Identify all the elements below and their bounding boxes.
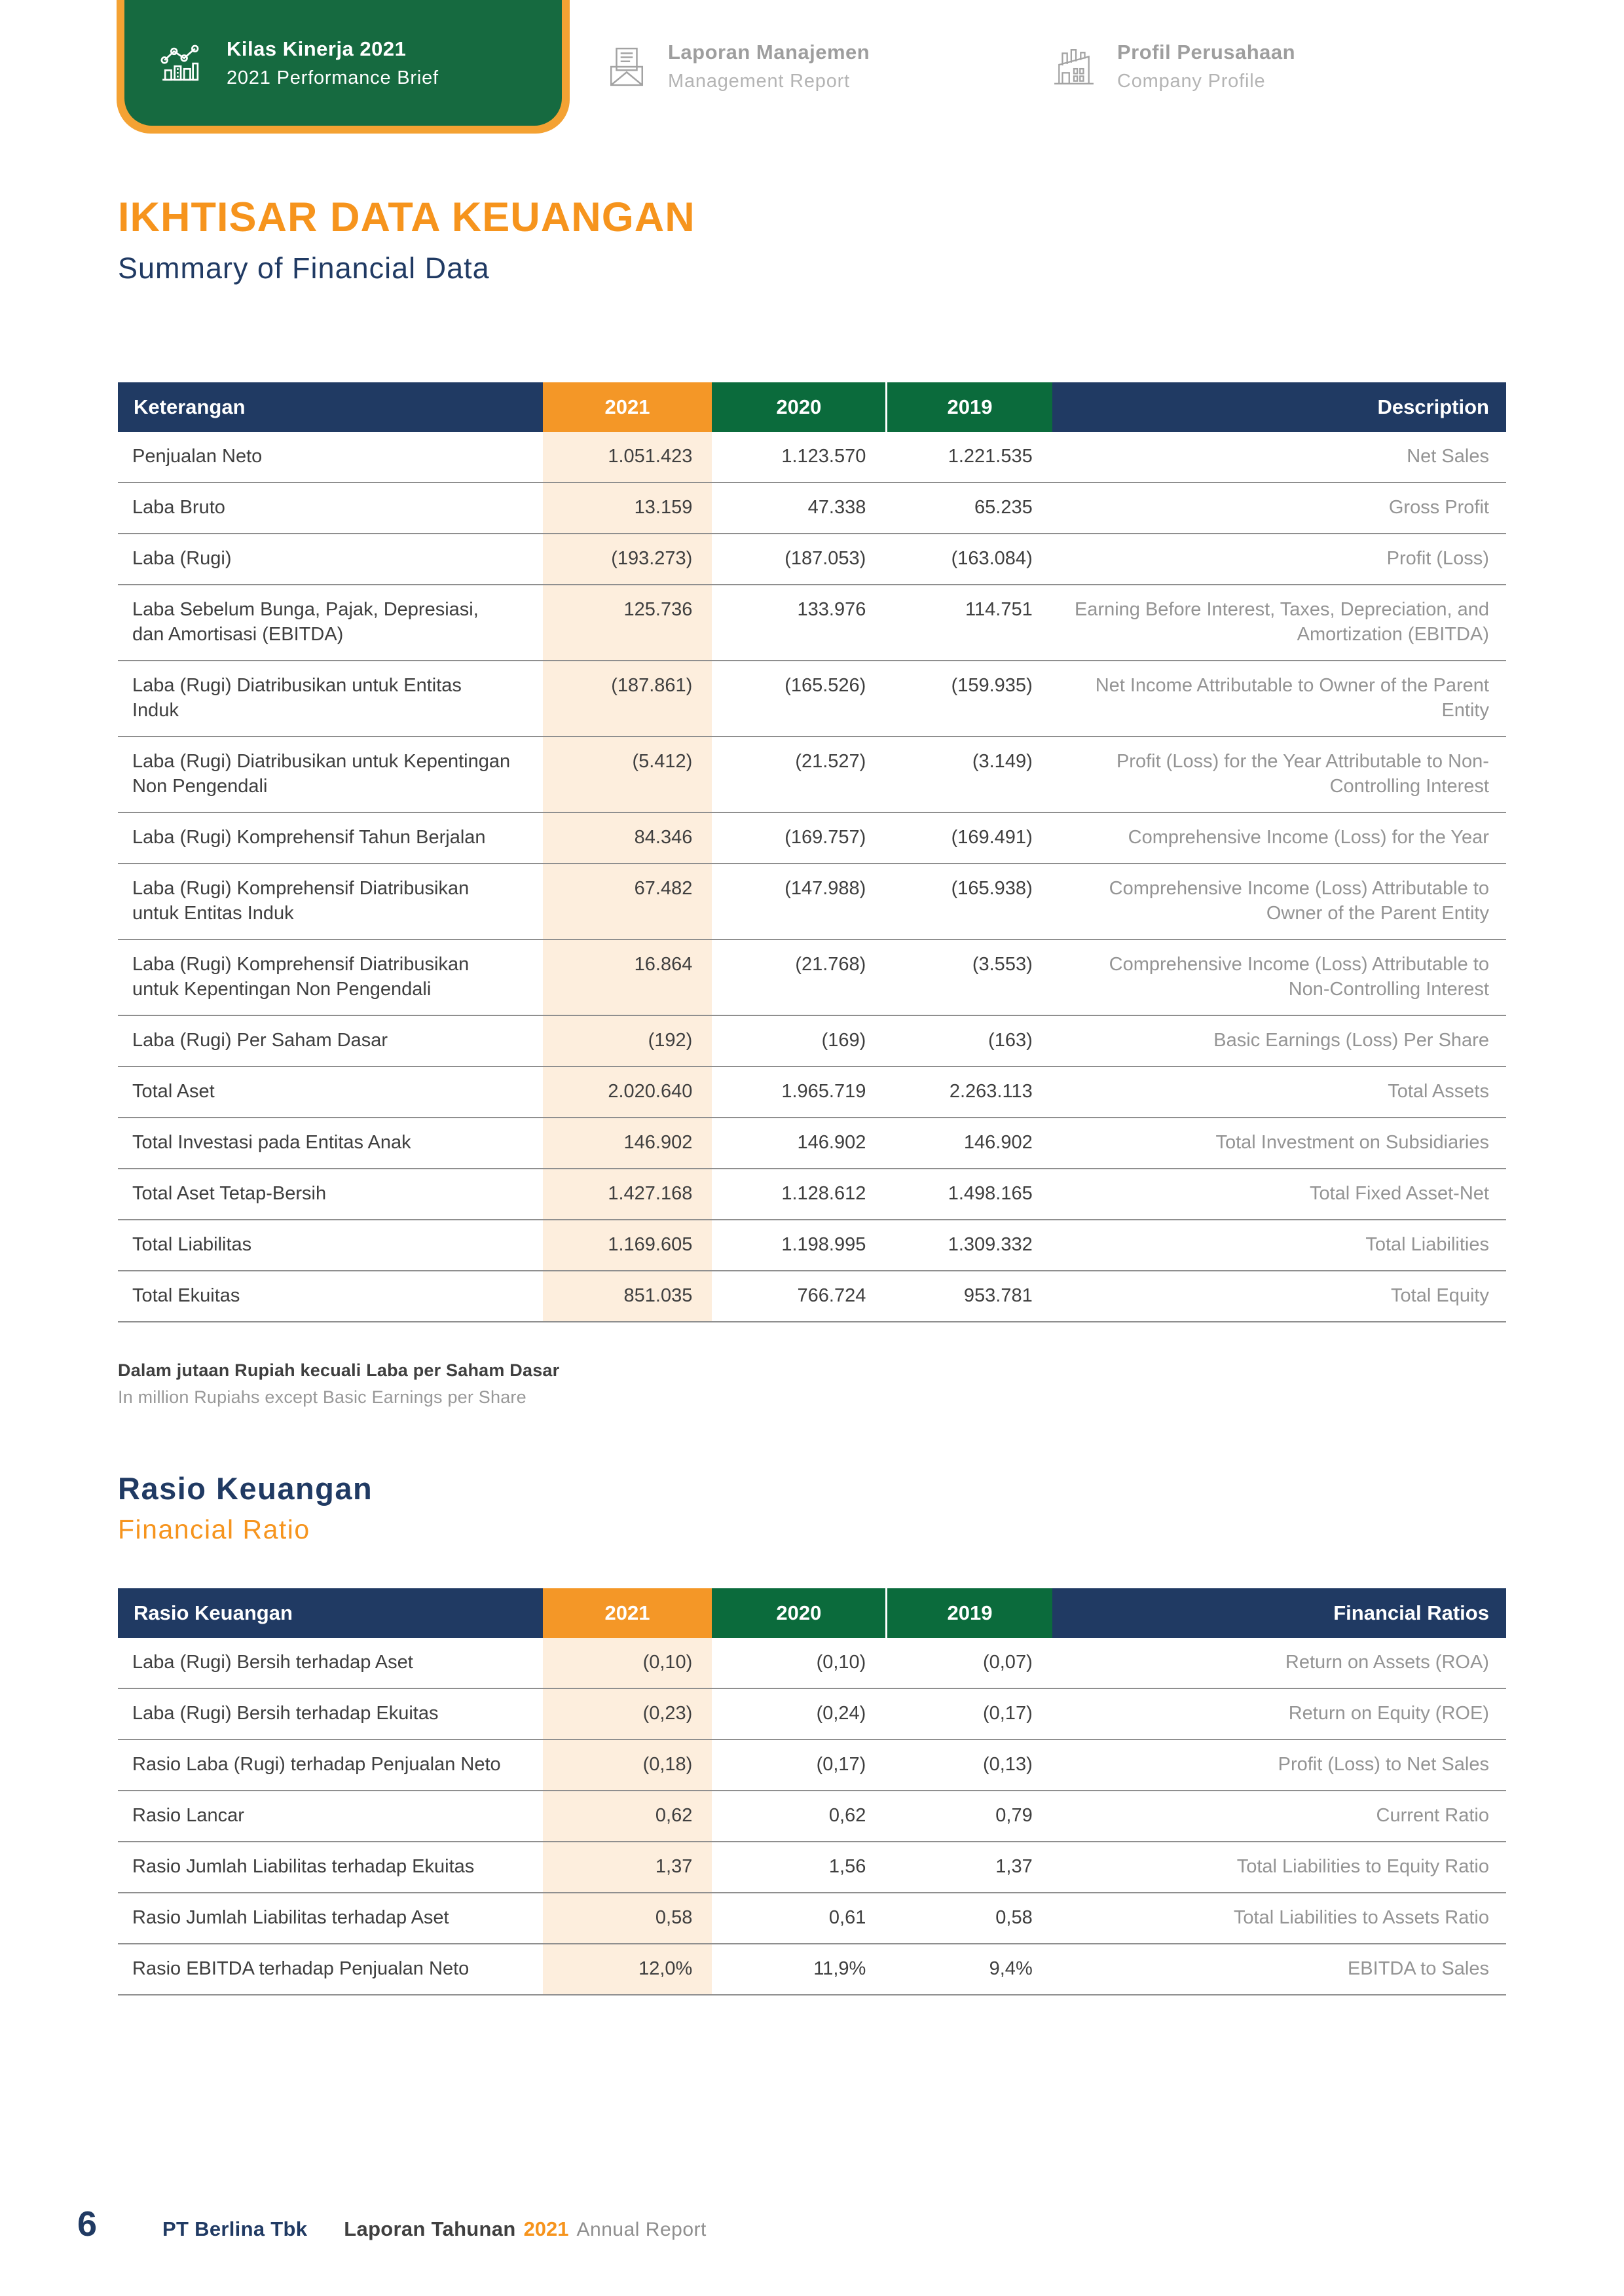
value-2019: (163) (988, 1030, 1033, 1051)
bar-line-chart-icon (160, 43, 200, 83)
value-2019: 0,58 (995, 1907, 1033, 1928)
value-2021: (192) (543, 1016, 712, 1066)
row-label: Laba (Rugi) Diatribusikan untuk Entitas Induk (132, 675, 462, 721)
table-row (118, 483, 1506, 534)
page-footer (77, 2204, 707, 2244)
footnote-indonesian: Dalam jutaan Rupiah kecuali Laba per Saham Dasar (118, 1360, 560, 1380)
row-label: Total Ekuitas (132, 1285, 240, 1306)
table-row (118, 1220, 1506, 1271)
row-description: Profit (Loss) for the Year Attributable to Non-Controlling Interest (1116, 751, 1489, 797)
value-2021: 146.902 (543, 1118, 712, 1168)
column-header-2021: 2021 (543, 382, 712, 432)
tab-title: Kilas Kinerja 2021 (227, 37, 407, 60)
value-2020: (21.768) (795, 954, 866, 975)
value-2021: (187.861) (543, 661, 712, 736)
table-row (118, 534, 1506, 585)
tab-kilas-kinerja-text (227, 37, 439, 89)
row-description: Current Ratio (1376, 1805, 1489, 1826)
value-2021: (0,18) (543, 1740, 712, 1790)
table-row (118, 1271, 1506, 1322)
table-row (118, 1016, 1506, 1067)
value-2021: 1.051.423 (543, 432, 712, 482)
value-2019: 1.309.332 (948, 1234, 1033, 1255)
row-description: Comprehensive Income (Loss) for the Year (1128, 827, 1489, 848)
financial-ratio-table (118, 1588, 1506, 1995)
value-2020: (169) (821, 1030, 866, 1051)
value-2021: 1,37 (543, 1842, 712, 1892)
tab-profil-perusahaan-text (1117, 41, 1295, 92)
value-2019: 1,37 (995, 1856, 1033, 1877)
value-2021: 13.159 (543, 483, 712, 533)
row-label: Rasio Jumlah Liabilitas terhadap Aset (132, 1907, 449, 1928)
table-row (118, 940, 1506, 1016)
table-footnote (118, 1360, 1506, 1408)
row-description: Total Assets (1388, 1081, 1489, 1102)
table-row (118, 432, 1506, 483)
row-label: Rasio Laba (Rugi) terhadap Penjualan Neto (132, 1754, 501, 1775)
footnote-english: In million Rupiahs except Basic Earnings per Share (118, 1387, 526, 1407)
main-content (118, 194, 1506, 1995)
column-header-financial-ratios: Financial Ratios (1052, 1588, 1506, 1638)
row-description: Basic Earnings (Loss) Per Share (1213, 1030, 1489, 1051)
row-description: Net Sales (1407, 446, 1489, 467)
row-label: Rasio EBITDA terhadap Penjualan Neto (132, 1958, 470, 1979)
value-2019: (0,13) (982, 1754, 1033, 1775)
row-description: Earning Before Interest, Taxes, Depreciation, and Amortization (EBITDA) (1074, 599, 1489, 645)
row-description: Return on Equity (ROE) (1288, 1703, 1489, 1724)
ratio-table-header (118, 1588, 1506, 1638)
value-2019: (169.491) (951, 827, 1033, 848)
value-2021: 84.346 (543, 813, 712, 863)
row-description: Profit (Loss) to Net Sales (1278, 1754, 1489, 1775)
value-2020: 0,62 (828, 1805, 866, 1826)
value-2019: (159.935) (951, 675, 1033, 696)
row-label: Total Aset (132, 1081, 215, 1102)
tab-laporan-manajemen-text (668, 41, 870, 92)
column-header-rasio-keuangan: Rasio Keuangan (118, 1588, 543, 1638)
value-2019: 1.498.165 (948, 1183, 1033, 1204)
value-2020: 1.123.570 (781, 446, 866, 467)
financial-summary-table (118, 382, 1506, 1322)
value-2020: 1,56 (828, 1856, 866, 1877)
value-2021: (0,10) (543, 1638, 712, 1688)
tab-subtitle: Company Profile (1117, 71, 1266, 92)
value-2021: 0,62 (543, 1791, 712, 1841)
value-2019: (3.149) (972, 751, 1033, 772)
tab-profil-perusahaan[interactable] (1053, 41, 1295, 92)
tab-title: Laporan Manajemen (668, 41, 870, 64)
column-header-keterangan: Keterangan (118, 382, 543, 432)
value-2019: 953.781 (963, 1285, 1033, 1306)
value-2021: 16.864 (543, 940, 712, 1015)
column-header-2021: 2021 (543, 1588, 712, 1638)
value-2020: 1.198.995 (781, 1234, 866, 1255)
table-row (118, 661, 1506, 737)
column-header-2019: 2019 (885, 1588, 1052, 1638)
value-2019: 114.751 (965, 599, 1033, 620)
tab-laporan-manajemen[interactable] (608, 41, 870, 92)
row-description: Total Fixed Asset-Net (1309, 1183, 1489, 1204)
row-label: Penjualan Neto (132, 446, 263, 467)
table-row (118, 813, 1506, 864)
value-2021: 1.427.168 (543, 1169, 712, 1219)
row-label: Laba Bruto (132, 497, 225, 518)
row-label: Total Investasi pada Entitas Anak (132, 1132, 411, 1153)
footer-report-title-indonesian: Laporan Tahunan (344, 2217, 516, 2240)
table-row (118, 1791, 1506, 1842)
row-label: Laba (Rugi) Komprehensif Tahun Berjalan (132, 827, 486, 848)
value-2020: 1.128.612 (781, 1183, 866, 1204)
value-2019: 0,79 (995, 1805, 1033, 1826)
value-2019: 1.221.535 (948, 446, 1033, 467)
table-row (118, 585, 1506, 661)
page-subtitle: Summary of Financial Data (118, 251, 490, 285)
value-2019: 2.263.113 (949, 1081, 1033, 1102)
value-2020: (147.988) (784, 878, 866, 899)
page-title: IKHTISAR DATA KEUANGAN (118, 194, 695, 240)
value-2021: 851.035 (543, 1271, 712, 1321)
tab-kilas-kinerja-inner (124, 0, 562, 126)
value-2019: (165.938) (951, 878, 1033, 899)
value-2021: 1.169.605 (543, 1220, 712, 1270)
table-row (118, 1740, 1506, 1791)
value-2020: 11,9% (813, 1958, 866, 1979)
page-number: 6 (77, 2204, 98, 2244)
table-row (118, 1118, 1506, 1169)
value-2020: (0,24) (816, 1703, 866, 1724)
value-2020: (21.527) (795, 751, 866, 772)
value-2021: 125.736 (543, 585, 712, 660)
row-label: Laba (Rugi) Per Saham Dasar (132, 1030, 388, 1051)
table-row (118, 1842, 1506, 1893)
value-2019: 146.902 (963, 1132, 1033, 1153)
value-2020: 133.976 (797, 599, 866, 620)
row-label: Laba (Rugi) Komprehensif Diatribusikan untuk Kepentingan Non Pengendali (132, 954, 470, 1000)
value-2020: 146.902 (797, 1132, 866, 1153)
row-description: Return on Assets (ROA) (1285, 1652, 1489, 1673)
value-2021: 0,58 (543, 1893, 712, 1943)
value-2020: (169.757) (784, 827, 866, 848)
row-description: Net Income Attributable to Owner of the Parent Entity (1095, 675, 1489, 721)
row-description: Comprehensive Income (Loss) Attributable to Owner of the Parent Entity (1109, 878, 1489, 924)
row-label: Total Liabilitas (132, 1234, 252, 1255)
value-2019: (163.084) (951, 548, 1033, 569)
row-label: Laba Sebelum Bunga, Pajak, Depresiasi, dan Amortisasi (EBITDA) (132, 599, 479, 645)
row-label: Rasio Jumlah Liabilitas terhadap Ekuitas (132, 1856, 475, 1877)
column-header-2019: 2019 (885, 382, 1052, 432)
table-row (118, 1638, 1506, 1689)
factory-icon (1053, 47, 1095, 86)
value-2021: 2.020.640 (543, 1067, 712, 1117)
financial-table-body (118, 432, 1506, 1322)
row-description: Total Liabilities to Equity Ratio (1236, 1856, 1489, 1877)
value-2021: (5.412) (543, 737, 712, 812)
row-label: Total Aset Tetap-Bersih (132, 1183, 327, 1204)
row-label: Laba (Rugi) Bersih terhadap Aset (132, 1652, 413, 1673)
value-2021: 67.482 (543, 864, 712, 939)
row-description: Profit (Loss) (1386, 548, 1489, 569)
footer-company-name: PT Berlina Tbk (162, 2217, 308, 2240)
table-row (118, 1893, 1506, 1944)
value-2019: 65.235 (974, 497, 1033, 518)
value-2020: (187.053) (784, 548, 866, 569)
tab-title: Profil Perusahaan (1117, 41, 1296, 64)
tab-kilas-kinerja[interactable] (117, 0, 570, 134)
tab-subtitle: 2021 Performance Brief (227, 67, 439, 88)
value-2020: (0,17) (816, 1754, 866, 1775)
value-2020: 0,61 (828, 1907, 866, 1928)
footer-report-title-english: Annual Report (576, 2219, 707, 2240)
column-header-2020: 2020 (712, 382, 885, 432)
table-row (118, 1067, 1506, 1118)
column-header-description: Description (1052, 382, 1506, 432)
value-2020: 1.965.719 (781, 1081, 866, 1102)
envelope-letter-icon (608, 46, 646, 87)
footer-report-year: 2021 (523, 2217, 569, 2240)
row-description: Gross Profit (1388, 497, 1489, 518)
value-2021: 12,0% (543, 1944, 712, 1994)
row-description: Total Liabilities to Assets Ratio (1233, 1907, 1489, 1928)
row-description: EBITDA to Sales (1347, 1958, 1489, 1979)
table-row (118, 1169, 1506, 1220)
ratio-section-title: Rasio Keuangan (118, 1471, 373, 1506)
table-row (118, 737, 1506, 813)
ratio-section-heading (118, 1470, 1506, 1545)
value-2021: (0,23) (543, 1689, 712, 1739)
row-description: Total Investment on Subsidiaries (1215, 1132, 1489, 1153)
row-label: Laba (Rugi) Komprehensif Diatribusikan untuk Entitas Induk (132, 878, 470, 924)
value-2021: (193.273) (543, 534, 712, 584)
row-label: Laba (Rugi) Diatribusikan untuk Kepentingan Non Pengendali (132, 751, 511, 797)
row-label: Laba (Rugi) (132, 548, 232, 569)
table-row (118, 864, 1506, 940)
row-label: Rasio Lancar (132, 1805, 244, 1826)
value-2020: (0,10) (816, 1652, 866, 1673)
value-2020: 766.724 (797, 1285, 866, 1306)
column-header-2020: 2020 (712, 1588, 885, 1638)
row-description: Comprehensive Income (Loss) Attributable to Non-Controlling Interest (1109, 954, 1489, 1000)
row-description: Total Liabilities (1365, 1234, 1489, 1255)
row-description: Total Equity (1391, 1285, 1489, 1306)
value-2019: (0,17) (982, 1703, 1033, 1724)
value-2019: 9,4% (989, 1958, 1033, 1979)
value-2019: (0,07) (982, 1652, 1033, 1673)
ratio-section-subtitle: Financial Ratio (118, 1514, 310, 1544)
value-2020: (165.526) (784, 675, 866, 696)
table-row (118, 1944, 1506, 1995)
row-label: Laba (Rugi) Bersih terhadap Ekuitas (132, 1703, 439, 1724)
table-row (118, 1689, 1506, 1740)
value-2020: 47.338 (807, 497, 866, 518)
value-2019: (3.553) (972, 954, 1033, 975)
tab-subtitle: Management Report (668, 71, 850, 92)
ratio-table-body (118, 1638, 1506, 1995)
financial-table-header (118, 382, 1506, 432)
